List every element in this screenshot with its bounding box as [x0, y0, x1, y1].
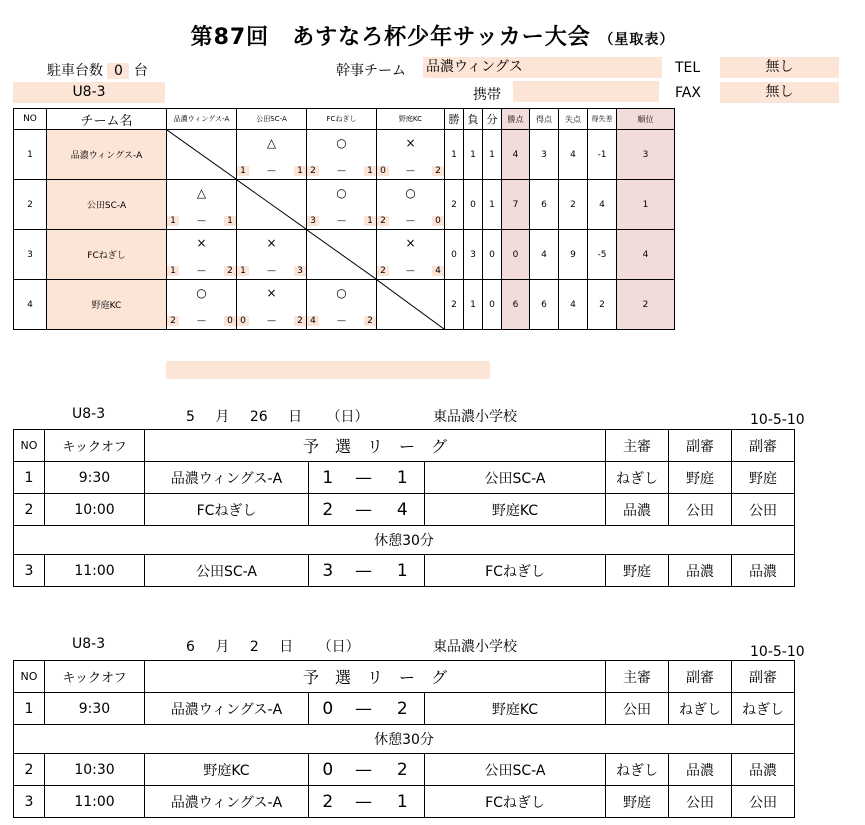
standings-table: [13, 108, 675, 330]
score-for: 4: [307, 316, 319, 326]
match-dash: —: [347, 494, 381, 526]
schedule-table-1: [13, 429, 795, 587]
match-away-score: 1: [381, 555, 425, 587]
score-for: 1: [167, 216, 179, 226]
score-against: 2: [364, 316, 376, 326]
sched1-day-label: 日: [288, 409, 303, 425]
sched1-date: [186, 406, 369, 426]
row-gf: 4: [530, 230, 559, 280]
score-dash: —: [337, 165, 346, 176]
sched-header-ref: 主審: [606, 661, 669, 693]
score-for: 2: [307, 166, 319, 176]
result-cell: [377, 180, 445, 230]
result-cell: [167, 230, 237, 280]
result-score: [237, 162, 306, 179]
row-points: 0: [502, 230, 530, 280]
row-team-name: FCねぎし: [47, 230, 167, 280]
sched-header-ref: 主審: [606, 430, 669, 462]
match-home: 品濃ウィングス-A: [145, 786, 309, 818]
score-against: 1: [364, 166, 376, 176]
score-dash: —: [197, 315, 206, 326]
score-dash: —: [337, 315, 346, 326]
match-time: 10:30: [45, 754, 145, 786]
match-away-score: 1: [381, 786, 425, 818]
match-no: 1: [14, 693, 45, 725]
row-rank: 1: [617, 180, 675, 230]
score-for: 0: [377, 166, 389, 176]
match-home-score: 0: [309, 693, 347, 725]
score-against: 2: [224, 266, 236, 276]
row-win: 0: [445, 230, 464, 280]
match-away: FCねぎし: [425, 786, 606, 818]
result-cell: [307, 280, 377, 330]
fax-value: 無し: [720, 82, 839, 103]
score-for: 0: [237, 316, 249, 326]
row-rank: 2: [617, 280, 675, 330]
sched1-weekday: （日）: [326, 409, 369, 425]
mobile-label: 携帯: [473, 87, 501, 103]
organizer-label: 幹事チーム: [336, 63, 406, 79]
diagonal-cell: [237, 180, 307, 230]
match-row: [14, 693, 795, 725]
score-against: 4: [432, 266, 444, 276]
sched-header-asst1: 副審: [669, 430, 732, 462]
sched2-weekday: （日）: [317, 639, 360, 655]
score-dash: —: [337, 215, 346, 226]
parking-label: 駐車台数: [47, 63, 103, 79]
result-score: [377, 262, 444, 279]
standings-row: [14, 130, 675, 180]
row-no: 3: [14, 230, 47, 280]
result-score: [377, 162, 444, 179]
sched-header-no: NO: [14, 430, 45, 462]
match-assistant-1: 野庭: [669, 462, 732, 494]
sched2-day: 2: [249, 639, 259, 655]
result-mark: ○: [196, 286, 207, 300]
row-rank: 4: [617, 230, 675, 280]
row-no: 1: [14, 130, 47, 180]
match-no: 1: [14, 462, 45, 494]
result-cell: [237, 130, 307, 180]
match-away-score: 2: [381, 754, 425, 786]
parking-value: 0: [107, 63, 129, 79]
match-home: 公田SC-A: [145, 555, 309, 587]
match-assistant-1: 品濃: [669, 754, 732, 786]
match-referee: 野庭: [606, 786, 669, 818]
score-against: 1: [364, 216, 376, 226]
header-win: 勝: [445, 109, 464, 130]
diagonal-cell: [307, 230, 377, 280]
score-against: 1: [224, 216, 236, 226]
sched2-venue: 東品濃小学校: [433, 639, 517, 655]
sched-header-no: NO: [14, 661, 45, 693]
score-dash: —: [406, 215, 415, 226]
score-against: 3: [294, 266, 306, 276]
score-dash: —: [267, 265, 276, 276]
title-main: 第87回 あすなろ杯少年サッカー大会: [190, 25, 591, 50]
row-gf: 3: [530, 130, 559, 180]
row-ga: 9: [559, 230, 588, 280]
match-no: 2: [14, 494, 45, 526]
match-away-score: 2: [381, 693, 425, 725]
sched2-category: U8-3: [72, 636, 106, 652]
match-dash: —: [347, 693, 381, 725]
diagonal-cell: [377, 280, 445, 330]
break-row: [14, 526, 795, 555]
score-for: 1: [167, 266, 179, 276]
result-score: [307, 312, 376, 329]
row-loss: 1: [464, 130, 483, 180]
row-draw: 0: [483, 280, 502, 330]
match-time: 9:30: [45, 462, 145, 494]
match-away: 公田SC-A: [425, 462, 606, 494]
schedule-header-row: [14, 661, 795, 693]
score-dash: —: [197, 265, 206, 276]
sched1-code: 10-5-10: [750, 412, 805, 428]
row-gd: 4: [588, 180, 617, 230]
row-ga: 4: [559, 280, 588, 330]
tel-label: TEL: [675, 60, 701, 76]
row-no: 2: [14, 180, 47, 230]
score-for: 1: [237, 266, 249, 276]
score-dash: —: [267, 315, 276, 326]
header-team: チーム名: [47, 109, 167, 130]
result-mark: ×: [196, 236, 207, 250]
break-row: [14, 725, 795, 754]
score-dash: —: [197, 215, 206, 226]
result-score: [307, 162, 376, 179]
match-time: 11:00: [45, 786, 145, 818]
standings-row: [14, 180, 675, 230]
score-against: 2: [294, 316, 306, 326]
row-points: 4: [502, 130, 530, 180]
match-no: 3: [14, 555, 45, 587]
match-home: 野庭KC: [145, 754, 309, 786]
sched2-month-label: 月: [215, 639, 230, 655]
sched-header-league: 予 選 リ ー グ: [145, 430, 606, 462]
result-score: [237, 312, 306, 329]
row-draw: 1: [483, 180, 502, 230]
match-dash: —: [347, 462, 381, 494]
match-home-score: 2: [309, 494, 347, 526]
sched-header-asst1: 副審: [669, 661, 732, 693]
match-dash: —: [347, 786, 381, 818]
result-mark: ×: [266, 236, 277, 250]
header-col-team-3: FCねぎし: [307, 109, 377, 130]
row-gd: -1: [588, 130, 617, 180]
blank-field: [166, 361, 490, 379]
category-label: U8-3: [13, 82, 165, 103]
score-for: 3: [307, 216, 319, 226]
match-no: 3: [14, 786, 45, 818]
match-assistant-1: ねぎし: [669, 693, 732, 725]
match-row: [14, 754, 795, 786]
schedule-table-2: [13, 660, 795, 818]
match-away-score: 1: [381, 462, 425, 494]
standings-row: [14, 280, 675, 330]
title-sub: （星取表）: [599, 32, 675, 48]
page-title: [0, 20, 865, 51]
row-points: 7: [502, 180, 530, 230]
match-dash: —: [347, 555, 381, 587]
result-mark: ×: [405, 236, 416, 250]
match-home: FCねぎし: [145, 494, 309, 526]
result-cell: [167, 180, 237, 230]
header-no: NO: [14, 109, 47, 130]
header-points: 勝点: [502, 109, 530, 130]
match-home-score: 1: [309, 462, 347, 494]
header-draw: 分: [483, 109, 502, 130]
match-assistant-2: 品濃: [732, 754, 795, 786]
sched-header-league: 予 選 リ ー グ: [145, 661, 606, 693]
organizer-value: 品濃ウィングス: [423, 57, 662, 78]
match-assistant-2: 品濃: [732, 555, 795, 587]
result-cell: [307, 130, 377, 180]
parking-info: [47, 60, 148, 80]
result-cell: [377, 130, 445, 180]
match-home: 品濃ウィングス-A: [145, 693, 309, 725]
match-referee: ねぎし: [606, 754, 669, 786]
match-time: 11:00: [45, 555, 145, 587]
match-dash: —: [347, 754, 381, 786]
sched1-category: U8-3: [72, 406, 106, 422]
match-referee: 公田: [606, 693, 669, 725]
sched2-code: 10-5-10: [750, 644, 805, 660]
score-against: 0: [224, 316, 236, 326]
match-home-score: 3: [309, 555, 347, 587]
match-assistant-2: ねぎし: [732, 693, 795, 725]
result-mark: ○: [336, 286, 347, 300]
result-score: [167, 212, 236, 229]
sched-header-asst2: 副審: [732, 661, 795, 693]
score-against: 0: [432, 216, 444, 226]
diagonal-cell: [167, 130, 237, 180]
header-col-team-1: 品濃ウィングス-A: [167, 109, 237, 130]
score-dash: —: [406, 165, 415, 176]
score-dash: —: [406, 265, 415, 276]
match-row: [14, 786, 795, 818]
result-score: [307, 212, 376, 229]
score-for: 1: [237, 166, 249, 176]
row-team-name: 品濃ウィングス-A: [47, 130, 167, 180]
sched1-venue: 東品濃小学校: [433, 409, 517, 425]
match-row: [14, 555, 795, 587]
result-score: [167, 312, 236, 329]
match-away: 野庭KC: [425, 494, 606, 526]
row-loss: 3: [464, 230, 483, 280]
match-row: [14, 494, 795, 526]
row-no: 4: [14, 280, 47, 330]
row-draw: 1: [483, 130, 502, 180]
result-score: [237, 262, 306, 279]
score-for: 2: [167, 316, 179, 326]
score-for: 2: [377, 216, 389, 226]
row-loss: 0: [464, 180, 483, 230]
row-draw: 0: [483, 230, 502, 280]
score-against: 2: [432, 166, 444, 176]
result-score: [377, 212, 444, 229]
match-home: 品濃ウィングス-A: [145, 462, 309, 494]
match-home-score: 2: [309, 786, 347, 818]
sched-header-kickoff: キックオフ: [45, 661, 145, 693]
header-rank: 順位: [617, 109, 675, 130]
sched2-date: [186, 636, 360, 656]
match-referee: 野庭: [606, 555, 669, 587]
row-loss: 1: [464, 280, 483, 330]
sched1-day: 26: [249, 409, 268, 425]
result-mark: △: [196, 186, 207, 200]
result-mark: ○: [336, 136, 347, 150]
parking-unit: 台: [133, 63, 148, 79]
row-gd: -5: [588, 230, 617, 280]
result-mark: ×: [405, 136, 416, 150]
match-away: 野庭KC: [425, 693, 606, 725]
match-row: [14, 462, 795, 494]
result-cell: [307, 180, 377, 230]
match-assistant-1: 品濃: [669, 555, 732, 587]
schedule-header-row: [14, 430, 795, 462]
score-for: 2: [377, 266, 389, 276]
match-time: 10:00: [45, 494, 145, 526]
standings-row: [14, 230, 675, 280]
row-gd: 2: [588, 280, 617, 330]
sched2-month: 6: [186, 639, 195, 655]
sched2-day-label: 日: [279, 639, 294, 655]
sched1-month: 5: [186, 409, 195, 425]
header-loss: 負: [464, 109, 483, 130]
match-away: FCねぎし: [425, 555, 606, 587]
match-home-score: 0: [309, 754, 347, 786]
match-no: 2: [14, 754, 45, 786]
row-ga: 2: [559, 180, 588, 230]
header-col-team-2: 公田SC-A: [237, 109, 307, 130]
result-mark: ○: [336, 186, 347, 200]
match-referee: 品濃: [606, 494, 669, 526]
row-gf: 6: [530, 180, 559, 230]
match-assistant-2: 公田: [732, 786, 795, 818]
header-ga: 失点: [559, 109, 588, 130]
header-gd: 得失差: [588, 109, 617, 130]
row-team-name: 野庭KC: [47, 280, 167, 330]
match-time: 9:30: [45, 693, 145, 725]
match-referee: ねぎし: [606, 462, 669, 494]
match-assistant-1: 公田: [669, 494, 732, 526]
sched-header-kickoff: キックオフ: [45, 430, 145, 462]
score-against: 1: [294, 166, 306, 176]
mobile-value: [513, 81, 659, 102]
break-text: 休憩30分: [14, 725, 795, 754]
match-away: 公田SC-A: [425, 754, 606, 786]
score-dash: —: [267, 165, 276, 176]
row-win: 2: [445, 180, 464, 230]
result-cell: [237, 280, 307, 330]
result-cell: [167, 280, 237, 330]
row-rank: 3: [617, 130, 675, 180]
row-gf: 6: [530, 280, 559, 330]
row-ga: 4: [559, 130, 588, 180]
sched1-month-label: 月: [215, 409, 230, 425]
tel-value: 無し: [720, 57, 839, 78]
match-assistant-1: 公田: [669, 786, 732, 818]
break-text: 休憩30分: [14, 526, 795, 555]
fax-label: FAX: [675, 85, 701, 101]
header-col-team-4: 野庭KC: [377, 109, 445, 130]
row-team-name: 公田SC-A: [47, 180, 167, 230]
row-win: 2: [445, 280, 464, 330]
row-points: 6: [502, 280, 530, 330]
match-assistant-2: 野庭: [732, 462, 795, 494]
result-score: [167, 262, 236, 279]
result-mark: ○: [405, 186, 416, 200]
result-cell: [237, 230, 307, 280]
result-mark: ×: [266, 286, 277, 300]
result-mark: △: [266, 136, 277, 150]
row-win: 1: [445, 130, 464, 180]
match-away-score: 4: [381, 494, 425, 526]
header-gf: 得点: [530, 109, 559, 130]
standings-header-row: [14, 109, 675, 130]
result-cell: [377, 230, 445, 280]
match-assistant-2: 公田: [732, 494, 795, 526]
sched-header-asst2: 副審: [732, 430, 795, 462]
